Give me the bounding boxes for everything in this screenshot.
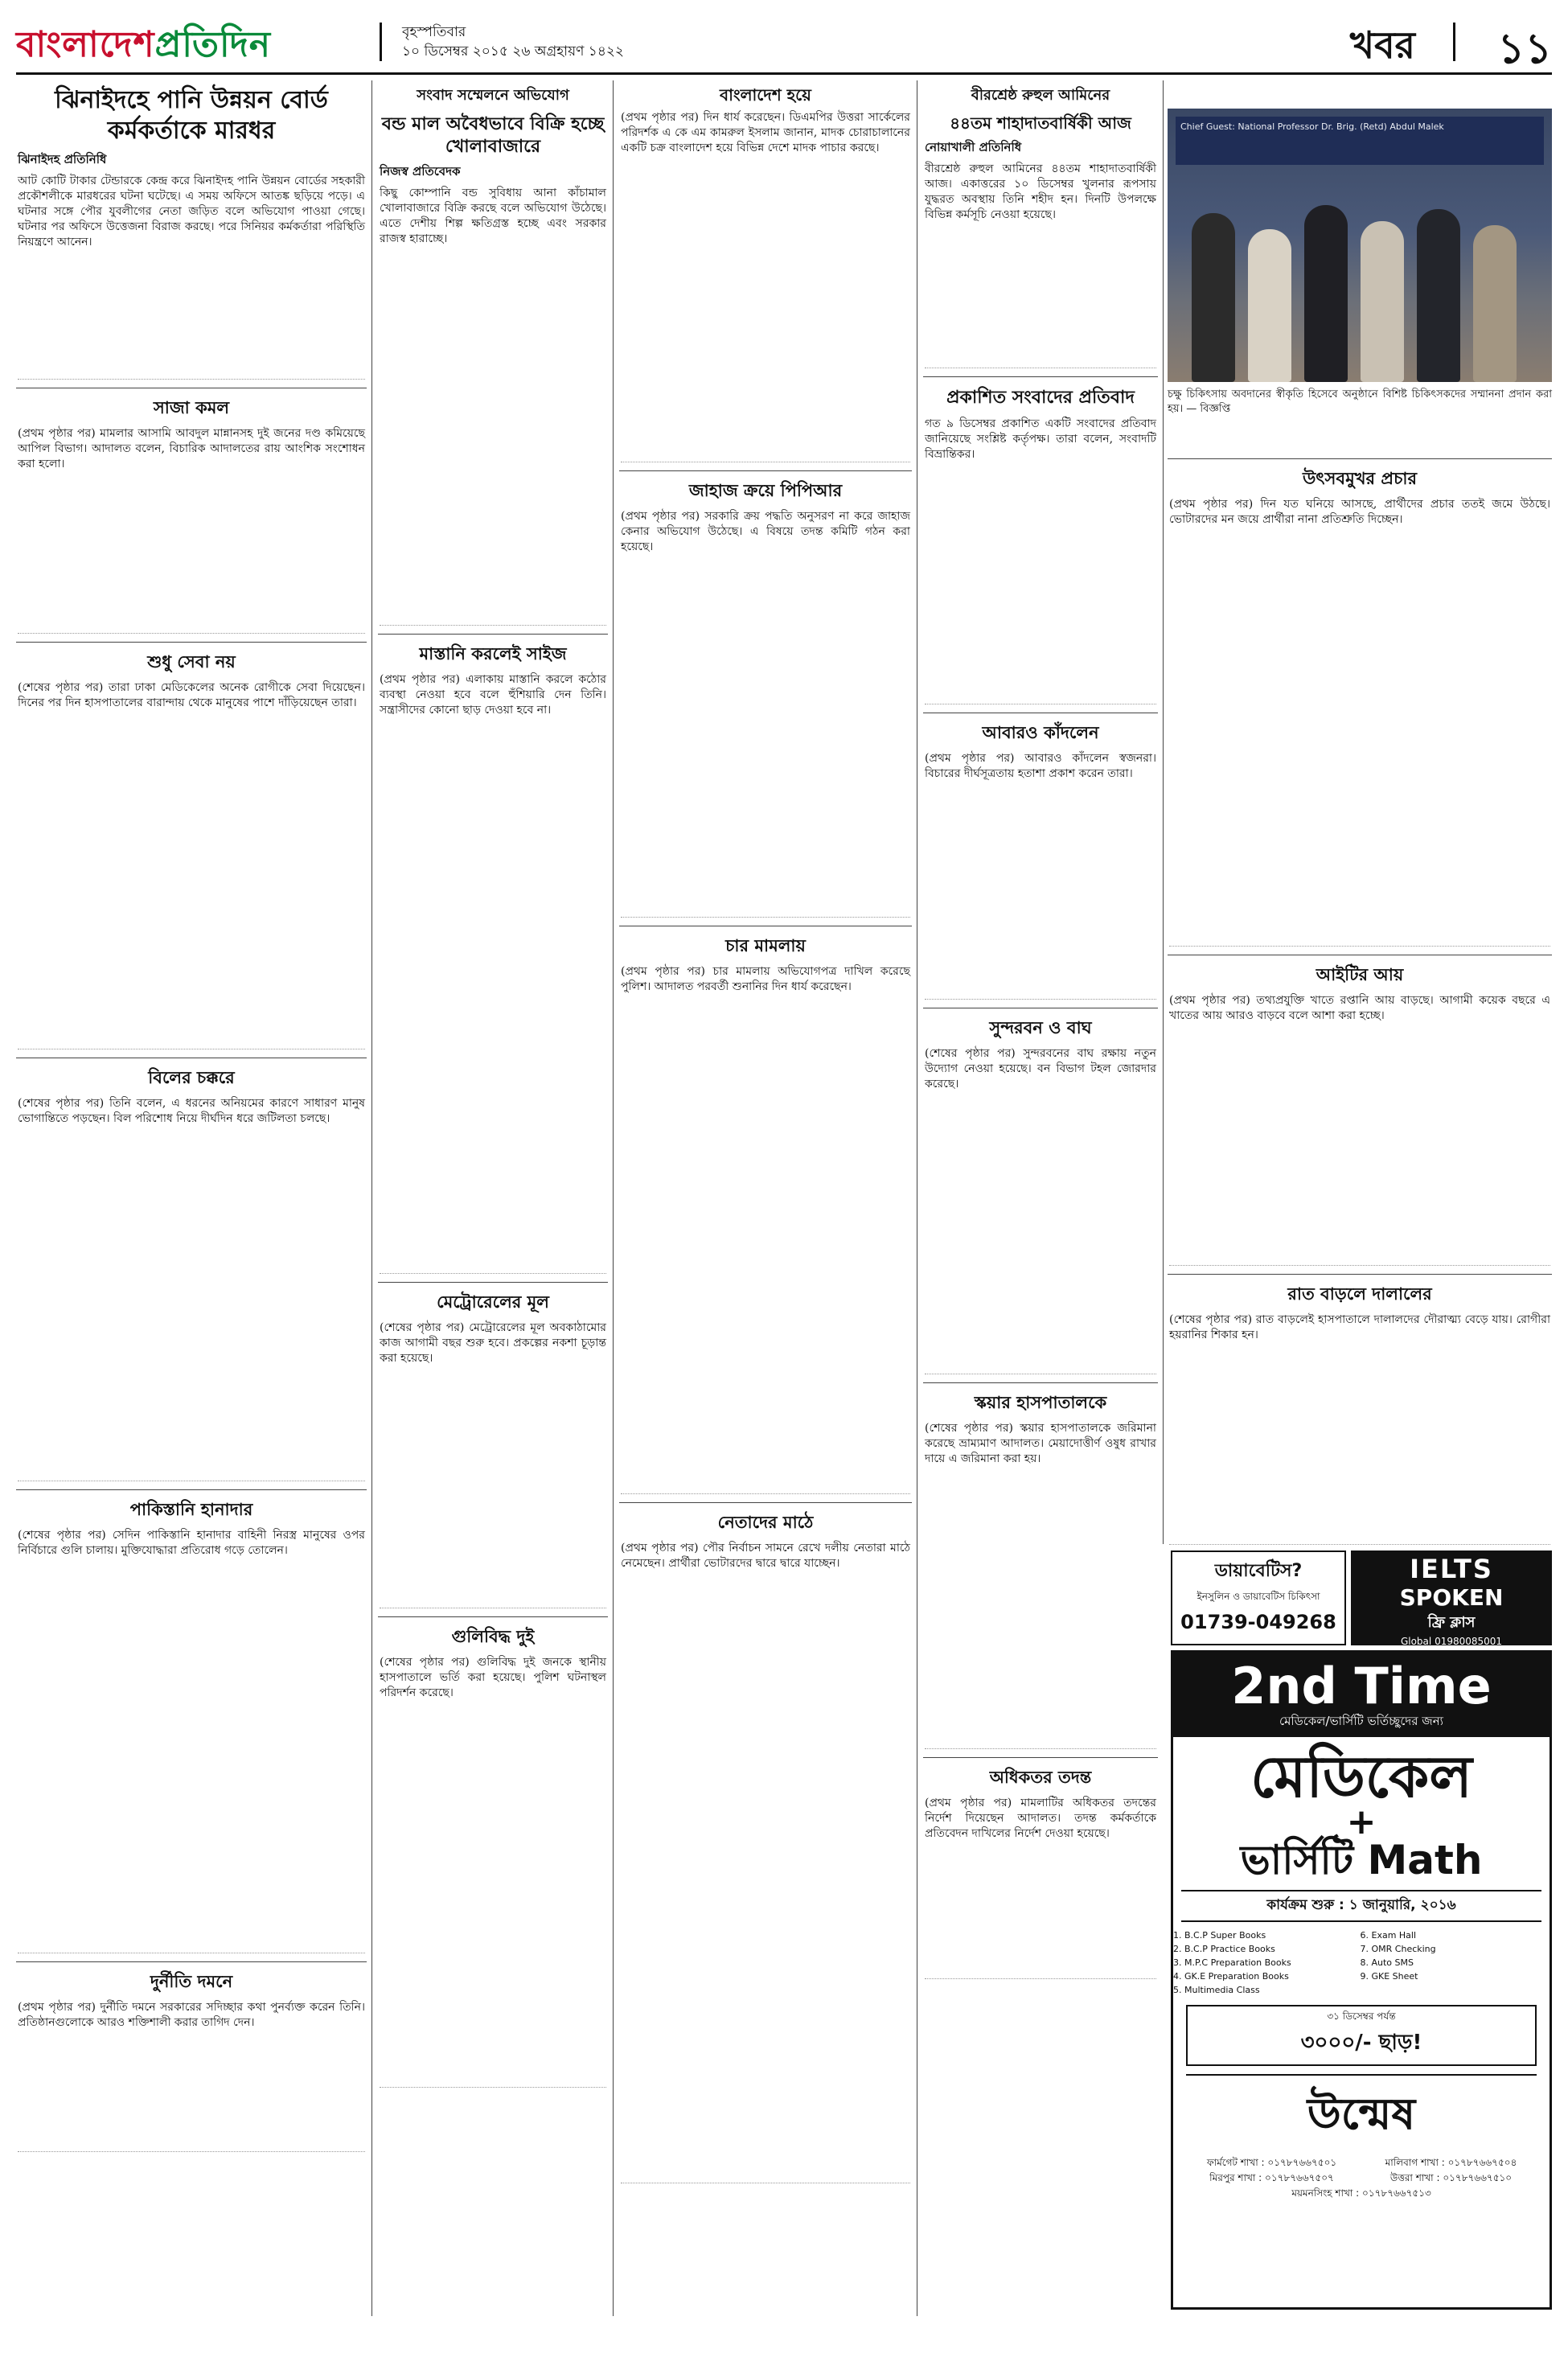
subhead: শুধু সেবা নয় [16, 642, 367, 677]
subhead: আবারও কাঁদলেন [923, 713, 1158, 748]
ad-headline: 2nd Time [1231, 1657, 1492, 1715]
brand-part1: বাংলাদেশ [16, 24, 155, 65]
column-5 [1168, 450, 1552, 1550]
article-body: (প্রথম পৃষ্ঠার পর) পৌর নির্বাচন সামনে রেখে দলীয় নেতারা মাঠে নেমেছেন। প্রার্থীরা ভোটারদের দ্বারে দ্বারে যাচ্ছেন। [621, 1542, 910, 1570]
list-item: 8. Auto SMS [1372, 1956, 1550, 1969]
text-continuation [925, 223, 1156, 368]
column-rule [613, 80, 614, 2316]
text-continuation [925, 1467, 1156, 1749]
photo-banner: Chief Guest: National Professor Dr. Brig. (Retd) Abdul Malek [1176, 117, 1544, 165]
article-body: কিছু কোম্পানি বন্ড সুবিধায় আনা কাঁচামাল খোলাবাজারে বিক্রি করছে বলে অভিযোগ উঠেছে। এতে দেশীয় শিল্প ক্ষতিগ্রস্ত হচ্ছে এবং সরকার রাজস্ব হারাচ্ছে। [380, 187, 606, 245]
subhead: বিলের চক্করে [16, 1058, 367, 1093]
article-body: (শেষের পৃষ্ঠার পর) সেদিন পাকিস্তানি হানাদার বাহিনী নিরস্ত্র মানুষের ওপর নির্বিচারে গুলি চালায়। মুক্তিযোদ্ধারা প্রতিরোধ গড়ে তোলেন। [18, 1529, 365, 1557]
list-item: 2. B.C.P Practice Books [1184, 1942, 1363, 1956]
dateline [402, 23, 624, 61]
column-rule [1163, 80, 1164, 1544]
person-figure [1361, 221, 1404, 382]
subhead: সাজা কমল [16, 388, 367, 423]
ad-title: ডায়াবেটিস? [1214, 1561, 1303, 1581]
diagnostic-ad [1171, 1550, 1346, 1645]
text-continuation [18, 250, 365, 380]
subhead: রাত বাড়লে দালালের [1168, 1274, 1552, 1309]
kicker: সংবাদ সম্মেলনে অভিযোগ [417, 87, 569, 104]
subhead: পাকিস্তানি হানাদার [16, 1489, 367, 1525]
person-figure [1417, 209, 1460, 382]
text-continuation [18, 2031, 365, 2152]
column-rule [371, 80, 372, 2316]
article-body: (শেষের পৃষ্ঠার পর) গুলিবিদ্ধ দুই জনকে স্থানীয় হাসপাতালে ভর্তি করা হয়েছে। পুলিশ ঘটনাস্থল পরিদর্শন করেছে। [380, 1656, 606, 1699]
article-body: (শেষের পৃষ্ঠার পর) রাত বাড়লেই হাসপাতালে দালালদের দৌরাত্ম্য বেড়ে যায়। রোগীরা হয়রানির শিকার হন। [1169, 1313, 1550, 1341]
column-4 [923, 80, 1158, 1984]
subhead: সুন্দরবন ও বাঘ [923, 1008, 1158, 1043]
text-continuation [380, 1701, 606, 2088]
subhead: উৎসবমুখর প্রচার [1168, 458, 1552, 494]
date: ১০ ডিসেম্বর ২০১৫ ২৬ অগ্রহায়ণ ১৪২২ [402, 43, 624, 60]
article-body: (প্রথম পৃষ্ঠার পর) আবারও কাঁদলেন স্বজনরা। বিচারের দীর্ঘসূত্রতায় হতাশা প্রকাশ করেন তারা। [925, 752, 1156, 780]
article-body: (প্রথম পৃষ্ঠার পর) সরকারি ক্রয় পদ্ধতি অনুসরণ না করে জাহাজ কেনার অভিযোগ উঠেছে। এ বিষয়ে তদন্ত কমিটি গঠন করা হয়েছে। [621, 510, 910, 553]
article-body: (প্রথম পৃষ্ঠার পর) চার মামলায় অভিযোগপত্র দাখিল করেছে পুলিশ। আদালত পরবর্তী শুনানির দিন ধার্য করেছেন। [621, 965, 910, 993]
text-continuation [1169, 1024, 1550, 1266]
ad-plus: + [1346, 1801, 1377, 1842]
branch-item: উত্তরা শাখা : ০১৭৮৭৬৬৭৫১০ [1389, 2172, 1513, 2183]
text-continuation [925, 462, 1156, 704]
ad-feature-list [1173, 1928, 1550, 1997]
ad-subline: মেডিকেল/ভার্সিটি ভর্তিচ্ছুদের জন্য [1279, 1714, 1444, 1728]
article-body: গত ৯ ডিসেম্বর প্রকাশিত একটি সংবাদের প্রতিবাদ জানিয়েছে সংশ্লিষ্ট কর্তৃপক্ষ। তারা বলেন, সংবাদটি বিভ্রান্তিকর। [925, 417, 1156, 461]
list-item: 9. GKE Sheet [1372, 1969, 1550, 1983]
text-continuation [1169, 528, 1550, 947]
headline-jhenaidah: ঝিনাইদহে পানি উন্নয়ন বোর্ড কর্মকর্তাকে মারধর [55, 86, 328, 145]
text-continuation [925, 1092, 1156, 1374]
article-body: (প্রথম পৃষ্ঠার পর) তথ্যপ্রযুক্তি খাতে রপ্তানি আয় বাড়ছে। আগামী কয়েক বছরে এ খাতের আয় আরও বাড়বে বলে আশা করা হচ্ছে। [1169, 994, 1550, 1022]
list-item: 5. Multimedia Class [1184, 1983, 1363, 1997]
ad-medical: মেডিকেল [1250, 1743, 1472, 1810]
text-continuation [621, 1571, 910, 2183]
person-figure [1248, 229, 1291, 382]
branch-item: ফার্মগেট শাখা : ০১৭৮৭৬৬৭৫০১ [1206, 2157, 1337, 2168]
ad-free-class: ফ্রি ক্লাস [1427, 1614, 1476, 1631]
subhead: জাহাজ ক্রয়ে পিপিআর [619, 470, 912, 506]
subhead: মাস্তানি করলেই সাইজ [378, 634, 608, 669]
headline-ruhul-amin: ৪৪তম শাহাদাতবার্ষিকী আজ [950, 113, 1131, 133]
ad-start-date: কার্যক্রম শুরু : ১ জানুয়ারি, ২০১৬ [1181, 1890, 1541, 1922]
subhead: প্রকাশিত সংবাদের প্রতিবাদ [923, 376, 1158, 413]
list-item: 1. B.C.P Super Books [1184, 1928, 1363, 1942]
ad-ielts-title: IELTS [1410, 1554, 1493, 1584]
list-item: 3. M.P.C Preparation Books [1184, 1956, 1363, 1969]
photo-caption: চক্ষু চিকিৎসায় অবদানের স্বীকৃতি হিসেবে অনুষ্ঠানে বিশিষ্ট চিকিৎসকদের সম্মাননা প্রদান করা হয়। — বিজ্ঞপ্তি [1168, 388, 1552, 415]
ad-text: ইনসুলিন ও ডায়াবেটিস চিকিৎসা [1197, 1591, 1320, 1602]
subhead: নেতাদের মাঠে [619, 1502, 912, 1538]
text-continuation [621, 156, 910, 462]
ad-fee-box [1186, 2005, 1537, 2066]
byline: নিজস্ব প্রতিবেদক [380, 164, 461, 179]
column-3 [619, 80, 912, 2188]
text-continuation [380, 718, 606, 1274]
article-body: (প্রথম পৃষ্ঠার পর) দিন যত ঘনিয়ে আসছে, প্রার্থীদের প্রচার ততই জমে উঠছে। ভোটারদের মন জয়ে প্রার্থীরা নানা প্রতিশ্রুতি দিচ্ছেন। [1169, 498, 1550, 526]
ad-varsity: ভার্সিটি Math [1240, 1837, 1483, 1883]
headline-bond: বন্ড মাল অবৈধভাবে বিক্রি হচ্ছে খোলাবাজারে [381, 114, 605, 157]
byline: ঝিনাইদহ প্রতিনিধি [18, 152, 107, 166]
subhead: মেট্রোরেলের মূল [378, 1282, 608, 1317]
article-body: (প্রথম পৃষ্ঠার পর) এলাকায় মাস্তানি করলে কঠোর ব্যবস্থা নেওয়া হবে বলে হুঁশিয়ারি দেন তিনি। সন্ত্রাসীদের কোনো ছাড় দেওয়া হবে না। [380, 673, 606, 717]
subhead: গুলিবিদ্ধ দুই [378, 1616, 608, 1652]
ad-spoken-title: SPOKEN [1399, 1584, 1504, 1611]
text-continuation [380, 1366, 606, 1608]
event-photo [1168, 109, 1552, 382]
brand-part2: প্রতিদিন [154, 24, 271, 65]
list-item: 6. Exam Hall [1372, 1928, 1550, 1942]
list-item: 4. GK.E Preparation Books [1184, 1969, 1363, 1983]
article-body: আট কোটি টাকার টেন্ডারকে কেন্দ্র করে ঝিনাইদহ পানি উন্নয়ন বোর্ডের সহকারী প্রকৌশলীকে মারধরের ঘটনা ঘটেছে। এ সময় অফিসে আতঙ্ক ছড়িয়ে পড়ে। এ ঘটনার সঙ্গে পৌর যুবলীগের নেতা জড়িত বলে অভিযোগ পাওয়া গেছে। ঘটনার পর অফিসে উত্তেজনা বিরাজ করছে। পরে সিনিয়র কর্মকর্তারা পরিস্থিতি নিয়ন্ত্রণে আনেন। [18, 175, 365, 248]
person-figure [1192, 213, 1235, 382]
text-continuation [1169, 1343, 1550, 1545]
article-body: বীরশ্রেষ্ঠ রুহুল আমিনের ৪৪তম শাহাদাতবার্ষিকী আজ। একাত্তরের ১০ ডিসেম্বর খুলনার রূপসায় যুদ্ধরত অবস্থায় তিনি শহীদ হন। দিনটি উপলক্ষে বিভিন্ন কর্মসূচি নেওয়া হয়েছে। [925, 162, 1156, 221]
branch-item: ময়মনসিংহ শাখা : ০১৭৮৭৬৬৭৫১৩ [1291, 2187, 1431, 2199]
ielts-ad [1351, 1550, 1552, 1645]
subhead: আইটির আয় [1168, 955, 1552, 990]
ad-phone: 01980085001 [1435, 1636, 1503, 1647]
text-continuation [621, 555, 910, 918]
text-continuation [18, 1559, 365, 1953]
medical-coaching-ad [1171, 1650, 1552, 2310]
subhead: চার মামলায় [619, 926, 912, 961]
article-body: (প্রথম পৃষ্ঠার পর) মামলাটির অধিকতর তদন্তের নির্দেশ দিয়েছেন আদালত। তদন্ত কর্মকর্তাকে প্রতিবেদন দাখিলের নির্দেশ দেওয়া হয়েছে। [925, 1797, 1156, 1840]
article-body: (শেষের পৃষ্ঠার পর) মেট্রোরেলের মূল অবকাঠামোর কাজ আগামী বছর শুরু হবে। প্রকল্পের নকশা চূড়ান্ত করা হয়েছে। [380, 1321, 606, 1365]
branch-item: মিরপুর শাখা : ০১৭৮৭৬৬৭৫০৭ [1209, 2172, 1334, 2183]
article-body: (প্রথম পৃষ্ঠার পর) মামলার আসামি আবদুল মান্নানসহ দুই জনের দণ্ড কমিয়েছে আপিল বিভাগ। আদালত বলেন, বিচারিক আদালতের রায় আংশিক সংশোধন করা হলো। [18, 427, 365, 470]
article-body: (শেষের পৃষ্ঠার পর) স্কয়ার হাসপাতালকে জরিমানা করেছে ভ্রাম্যমাণ আদালত। মেয়াদোত্তীর্ণ ওষুধ রাখার দায়ে এ জরিমানা করা হয়। [925, 1422, 1156, 1465]
page-number: ১১ [1497, 25, 1552, 73]
masthead [16, 16, 1552, 75]
masthead-divider-right [1453, 23, 1455, 61]
article-body: (শেষের পৃষ্ঠার পর) তারা ঢাকা মেডিকেলের অনেক রোগীকে সেবা দিয়েছেন। দিনের পর দিন হাসপাতালের বারান্দায় থেকে মানুষের পাশে দাঁড়িয়েছেন তারা। [18, 681, 365, 709]
text-continuation [18, 472, 365, 634]
text-continuation [380, 247, 606, 626]
ad-brand: Global [1400, 1636, 1432, 1647]
article-body: (প্রথম পৃষ্ঠার পর) দিন ধার্য করেছেন। ডিএমপির উত্তরা সার্কেলের পরিদর্শক এ কে এম কামরুল ইসলাম জানান, মাদক চোরাচালানের একটি চক্র বাংলাদেশ হয়ে বিভিন্ন দেশে মাদক পাচার করছে। [621, 111, 910, 154]
list-item: 7. OMR Checking [1372, 1942, 1550, 1956]
kicker: বীরশ্রেষ্ঠ রুহুল আমিনের [971, 87, 1110, 104]
ad-fee-note: ৩১ ডিসেম্বর পর্যন্ত [1327, 2011, 1396, 2022]
article-body: (শেষের পৃষ্ঠার পর) তিনি বলেন, এ ধরনের অনিয়মের কারণে সাধারণ মানুষ ভোগান্তিতে পড়ছেন। বিল পরিশোধ নিয়ে দীর্ঘদিন ধরে জটিলতা চলছে। [18, 1097, 365, 1125]
article-body: (শেষের পৃষ্ঠার পর) সুন্দরবনের বাঘ রক্ষায় নতুন উদ্যোগ নেওয়া হয়েছে। বন বিভাগ টহল জোরদার করেছে। [925, 1047, 1156, 1090]
ad-fee: ৩০০০/- ছাড়! [1300, 2031, 1422, 2055]
byline: নোয়াখালী প্রতিনিধি [925, 140, 1022, 154]
newspaper-logo [16, 18, 271, 76]
section-title: খবর [1349, 23, 1415, 67]
article-body: (প্রথম পৃষ্ঠার পর) দুর্নীতি দমনে সরকারের সদিচ্ছার কথা পুনর্ব্যক্ত করেন তিনি। প্রতিষ্ঠানগুলোকে আরও শক্তিশালী করার তাগিদ দেন। [18, 2001, 365, 2029]
branch-item: মালিবাগ শাখা : ০১৭৮৭৬৬৭৫০৪ [1385, 2157, 1517, 2168]
column-1 [16, 80, 367, 2157]
ad-header [1173, 1653, 1550, 1737]
text-continuation [18, 1127, 365, 1481]
weekday: বৃহস্পতিবার [402, 24, 466, 40]
ad-branches [1186, 2156, 1537, 2200]
person-figure [1304, 205, 1348, 382]
subhead: স্কয়ার হাসপাতালকে [923, 1382, 1158, 1418]
text-continuation [925, 1842, 1156, 1979]
person-figure [1473, 225, 1517, 382]
text-continuation [18, 711, 365, 1049]
ad-phone: 01739-049268 [1180, 1611, 1336, 1633]
column-2 [378, 80, 608, 2093]
text-continuation [621, 995, 910, 1494]
text-continuation [925, 782, 1156, 1000]
ad-brand: উন্মেষ [1186, 2074, 1537, 2153]
headline-bangladesh-hoye: বাংলাদেশ হয়ে [720, 85, 811, 105]
subhead: দুর্নীতি দমনে [16, 1961, 367, 1997]
subhead: অধিকতর তদন্ত [923, 1757, 1158, 1793]
masthead-divider [380, 23, 382, 61]
